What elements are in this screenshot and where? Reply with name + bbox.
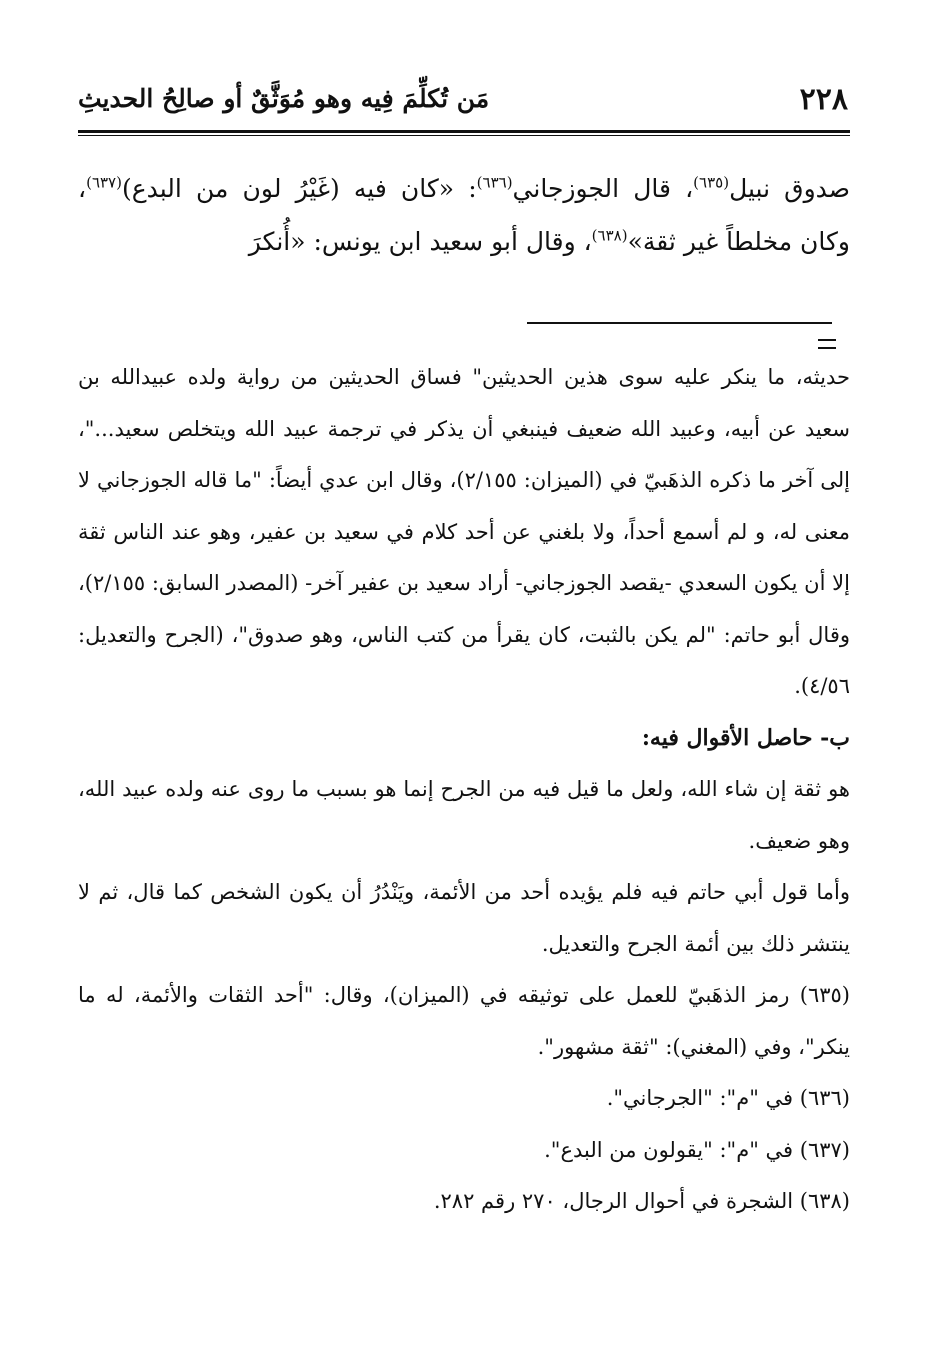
continuation-mark bbox=[818, 339, 836, 349]
running-title: مَن تُكلِّمَ فِيه وهو مُوَثَّقٌ أو صالِحُ الحديثِ bbox=[78, 84, 490, 113]
continued-note: حديثه، ما ينكر عليه سوى هذين الحديثين" فساق الحديثين من رواية ولده عبيدالله بن سعيد عن أبيه، وعبيد الله ضعيف فينبغي أن يذكر في ترجمة عبيد الله ويتخلص سعيد..."، إلى آخر ما ذكره الذهَبيّ في (الميزان: ٢/١٥٥)، وقال ابن عدي أيضاً: "ما قاله الجوزجاني لا معنى له، و لم أسمع أحداً، ولا بلغني عن أحد كلام في سعيد بن عفير، وهو عند الناس ثقة إلا أن يكون السعدي -يقصد الجوزجاني- أراد سعيد بن عفير آخر- (المصدر السابق: ٢/١٥٥)، وقال أبو حاتم: "لم يكن بالثبت، كان يقرأ من كتب الناس، وهو صدوق"، (الجرح والتعديل: ٤/٥٦). bbox=[78, 365, 850, 698]
page-number: ٢٢٨ bbox=[799, 82, 848, 117]
footnote-638: (٦٣٨) الشجرة في أحوال الرجال، ٢٧٠ رقم ٢٨٢. bbox=[433, 1189, 850, 1213]
main-text-segment: صدوق نبيل bbox=[729, 174, 850, 203]
main-text-segment: ، وكان مخلطاً غير ثقة» bbox=[78, 174, 850, 256]
footnote-ref-635: (٦٣٥) bbox=[693, 173, 730, 192]
footnote-637: (٦٣٧) في "م": "يقولون من البدع". bbox=[544, 1137, 850, 1162]
main-text-segment: ، قال الجوزجاني bbox=[512, 174, 694, 203]
footnote-636: (٦٣٦) في "م": "الجرجاني". bbox=[606, 1086, 850, 1110]
footnote-ref-638: (٦٣٨) bbox=[591, 226, 628, 245]
footnote-ref-636: (٦٣٦) bbox=[476, 173, 513, 192]
summary-paragraph: وأما قول أبي حاتم فيه فلم يؤيده أحد من الأئمة، ويَنْدُرُ أن يكون الشخص كما قال، ثم لا ينتشر ذلك بين أئمة الجرح والتعديل. bbox=[78, 880, 850, 956]
section-heading: ب- حاصل الأقوال فيه: bbox=[641, 724, 850, 751]
main-text-segment: : «كان فيه (غَيْرُ لون من البدع) bbox=[121, 174, 477, 203]
footnote-635: (٦٣٥) رمز الذهَبيّ للعمل على توثيقه في (الميزان)، وقال: "أحد الثقات والأئمة، له ما ينكر"، وفي (المغني): "ثقة مشهور". bbox=[78, 983, 850, 1059]
main-text-segment: ، وقال أبو سعيد ابن يونس: «أُنكرَ bbox=[248, 227, 592, 256]
main-text bbox=[78, 162, 850, 268]
main-paragraph bbox=[78, 162, 850, 268]
footnote-ref-637: (٦٣٧) bbox=[86, 173, 122, 192]
footnotes-area bbox=[78, 352, 850, 1228]
header-rule bbox=[78, 130, 850, 136]
summary-paragraph: هو ثقة إن شاء الله، ولعل ما قيل فيه من الجرح إنما هو بسبب ما روى عنه ولده عبيد الله، وهو ضعيف. bbox=[78, 777, 850, 853]
page-header bbox=[78, 78, 850, 122]
footnote-separator bbox=[527, 322, 832, 324]
